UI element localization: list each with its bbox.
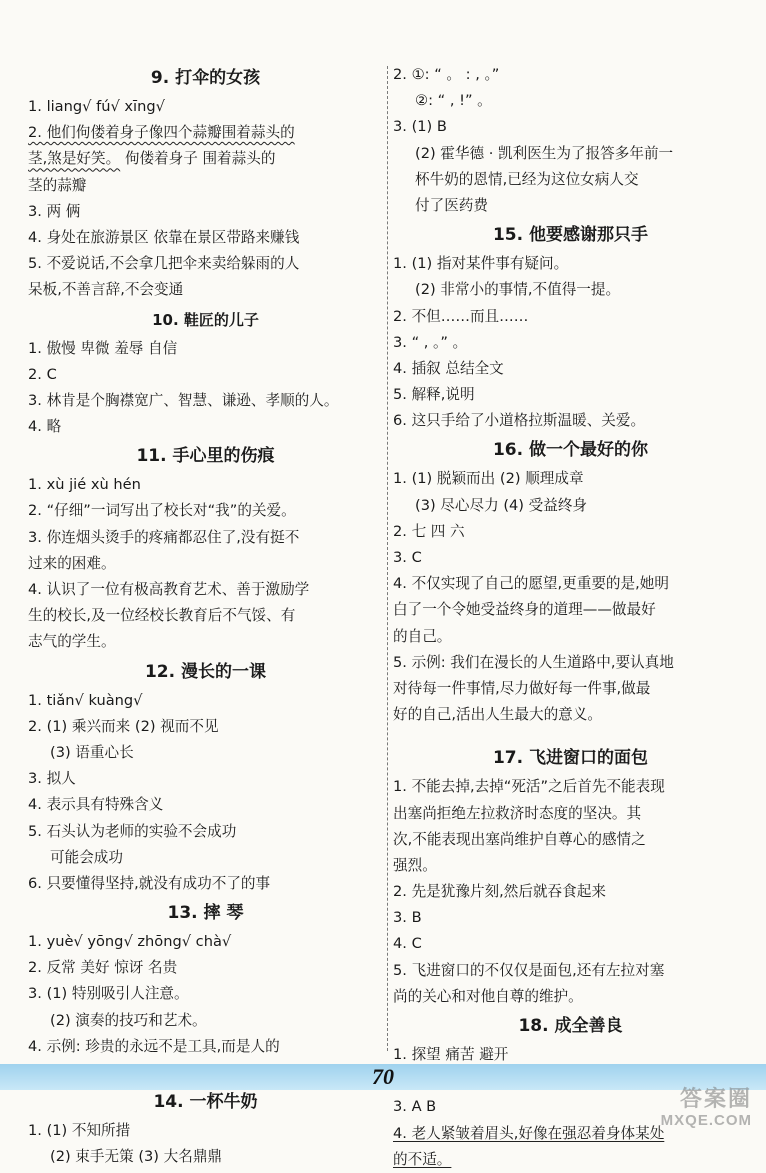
answer-line: 3. B (393, 909, 422, 927)
right-column (393, 62, 748, 1173)
lesson-title: 12. 漫长的一课 (144, 661, 267, 682)
lesson-title: 11. 手心里的伤痕 (136, 446, 275, 467)
answer-line: 4. 身处在旅游景区 依靠在景区带路来赚钱 (28, 228, 300, 246)
answer-line: 出塞尚拒绝左拉救济时态度的坚决。其 (393, 804, 642, 822)
answer-line: 1. liang√ fú√ xīng√ (28, 98, 165, 115)
answer-line: 志气的学生。 (28, 633, 116, 651)
answer-line: 杯牛奶的恩情,已经为这位女病人交 (415, 170, 639, 188)
answer-line: 2. ①: “ 。 : , 。” (393, 66, 500, 83)
answer-line: 1. (1) 脱颖而出 (2) 顺理成章 (393, 470, 584, 488)
answer-line: 3. 你连烟头烫手的疼痛都忍住了,没有挺不 (28, 528, 300, 546)
watermark (602, 1088, 752, 1132)
answer-line: 强烈。 (393, 856, 437, 874)
answer-line: 的自己。 (393, 627, 452, 645)
answer-text-tail: 佝偻着身子 围着蒜头的 (120, 150, 276, 168)
answer-line: (2) 霍华德 · 凯利医生为了报答多年前一 (415, 144, 674, 162)
answer-line: 付了医药费 (415, 196, 488, 214)
answer-line: 次,不能表现出塞尚维护自尊心的感情之 (393, 830, 646, 848)
spacer (393, 728, 748, 742)
answer-line: 3. “ , 。” 。 (393, 333, 468, 351)
answer-line: 1. 不能去掉,去掉“死活”之后首先不能表现 (393, 778, 665, 796)
answer-line: 1. yuè√ yōng√ zhōng√ chà√ (28, 933, 232, 951)
answer-line: 5. 石头认为老师的实验不会成功 (28, 822, 237, 840)
answer-text: 的不适。 (393, 1150, 452, 1168)
lesson-title: 13. 摔 琴 (167, 903, 244, 924)
answer-line: 4. 插叙 总结全文 (393, 359, 504, 377)
answer-line: 3. 两 俩 (28, 202, 81, 220)
answer-line: 茎的蒜瓣 (28, 176, 87, 194)
answer-line: (3) 语重心长 (50, 743, 134, 761)
answer-line: 5. 飞进窗口的不仅仅是面包,还有左拉对塞 (393, 961, 665, 979)
answer-line: 3. (1) 特别吸引人注意。 (28, 985, 189, 1003)
answer-line: 1. 傲慢 卑微 羞辱 自信 (28, 339, 178, 357)
answer-line: 4. 略 (28, 418, 62, 436)
answer-line: 4. 不仅实现了自己的愿望,更重要的是,她明 (393, 575, 669, 593)
answer-line: 3. 拟人 (28, 770, 76, 788)
answer-text: 茎,煞是好笑。 (28, 150, 121, 168)
answer-line: 1. (1) 不知所措 (28, 1122, 131, 1140)
answer-line: 3. C (393, 549, 422, 566)
answer-line (28, 120, 383, 146)
left-column (28, 62, 383, 1171)
answer-line: 对待每一件事情,尽力做好每一件事,做最 (393, 679, 651, 697)
answer-line: 生的校长,及一位经校长教育后不气馁、有 (28, 607, 296, 625)
answer-line (393, 1147, 748, 1173)
answer-line: 2. 不但……而且…… (393, 307, 529, 325)
page-footer (0, 1058, 766, 1133)
answer-line: 2. (1) 乘兴而来 (2) 视而不见 (28, 717, 219, 735)
watermark-url: MXQE.COM (660, 1112, 752, 1129)
lesson-title: 14. 一杯牛奶 (153, 1092, 258, 1113)
lesson-title: 18. 成全善良 (518, 1016, 623, 1036)
page-number: 70 (372, 1064, 394, 1089)
lesson-title: 10. 鞋匠的儿子 (152, 310, 259, 329)
answer-line: 2. 反常 美好 惊讶 名贵 (28, 959, 178, 977)
answer-line: 5. 解释,说明 (393, 386, 475, 404)
answer-line: 尚的关心和对他自尊的维护。 (393, 987, 583, 1005)
answer-line: 6. 这只手给了小道格拉斯温暖、关爱。 (393, 412, 646, 430)
answer-line: 白了一个令她受益终身的道理——做最好 (393, 601, 656, 619)
answer-line: (3) 尽心尽力 (4) 受益终身 (415, 496, 588, 514)
answer-line: 5. 示例: 我们在漫长的人生道路中,要认真地 (393, 653, 674, 671)
answer-line: 好的自己,活出人生最大的意义。 (393, 706, 602, 724)
answer-line: 3. 林肯是个胸襟宽广、智慧、谦逊、孝顺的人。 (28, 391, 339, 409)
answer-line: 过来的困难。 (28, 554, 116, 572)
answer-line: 3. A B (393, 1098, 437, 1116)
answer-line: 呆板,不善言辞,不会变通 (28, 281, 184, 299)
lesson-title: 17. 飞进窗口的面包 (492, 748, 649, 769)
answer-line: 4. 表示具有特殊含义 (28, 796, 164, 814)
answer-line: (2) 演奏的技巧和艺术。 (50, 1011, 207, 1029)
answer-line: (2) 非常小的事情,不值得一提。 (415, 281, 621, 299)
answer-line: 1. xù jié xù hén (28, 476, 141, 494)
column-divider (387, 66, 388, 1051)
lesson-title: 16. 做一个最好的你 (492, 440, 649, 461)
answer-line: 4. 示例: 珍贵的永远不是工具,而是人的 (28, 1037, 280, 1055)
answer-line: 4. 认识了一位有极高教育艺术、善于激励学 (28, 581, 310, 598)
answer-line: 1. (1) 指对某件事有疑问。 (393, 255, 569, 273)
answer-line: 3. (1) B (393, 118, 447, 136)
answer-line: ②: “ , !” 。 (415, 92, 492, 110)
answer-text: 4. 老人紧皱着眉头,好像在强忍着身体某处 (393, 1124, 665, 1142)
answer-text: 2. 他们佝偻着身子像四个蒜瓣围着蒜头的 (28, 124, 295, 142)
lesson-title: 15. 他要感谢那只手 (492, 225, 649, 246)
answer-line: 可能会成功 (50, 848, 123, 866)
answer-line: 2. 七 四 六 (393, 522, 465, 540)
watermark-logo: 答案圈 (679, 1087, 752, 1112)
answer-line: 2. “仔细”一词写出了校长对“我”的关爱。 (28, 502, 296, 520)
answer-line: 4. C (393, 935, 422, 953)
lesson-title: 9. 打伞的女孩 (150, 68, 261, 88)
answer-line (28, 146, 383, 172)
answer-line: 1. 探望 痛苦 避开 (393, 1046, 509, 1063)
answer-line: 2. C (28, 365, 57, 383)
answer-line: 1. tiǎn√ kuàng√ (28, 691, 143, 709)
answer-line: 5. 不爱说话,不会拿几把伞来卖给躲雨的人 (28, 255, 300, 273)
answer-line: 2. 先是犹豫片刻,然后就吞食起来 (393, 883, 606, 901)
answer-line: (2) 束手无策 (3) 大名鼎鼎 (50, 1148, 223, 1166)
answer-line: 6. 只要懂得坚持,就没有成功不了的事 (28, 874, 271, 892)
